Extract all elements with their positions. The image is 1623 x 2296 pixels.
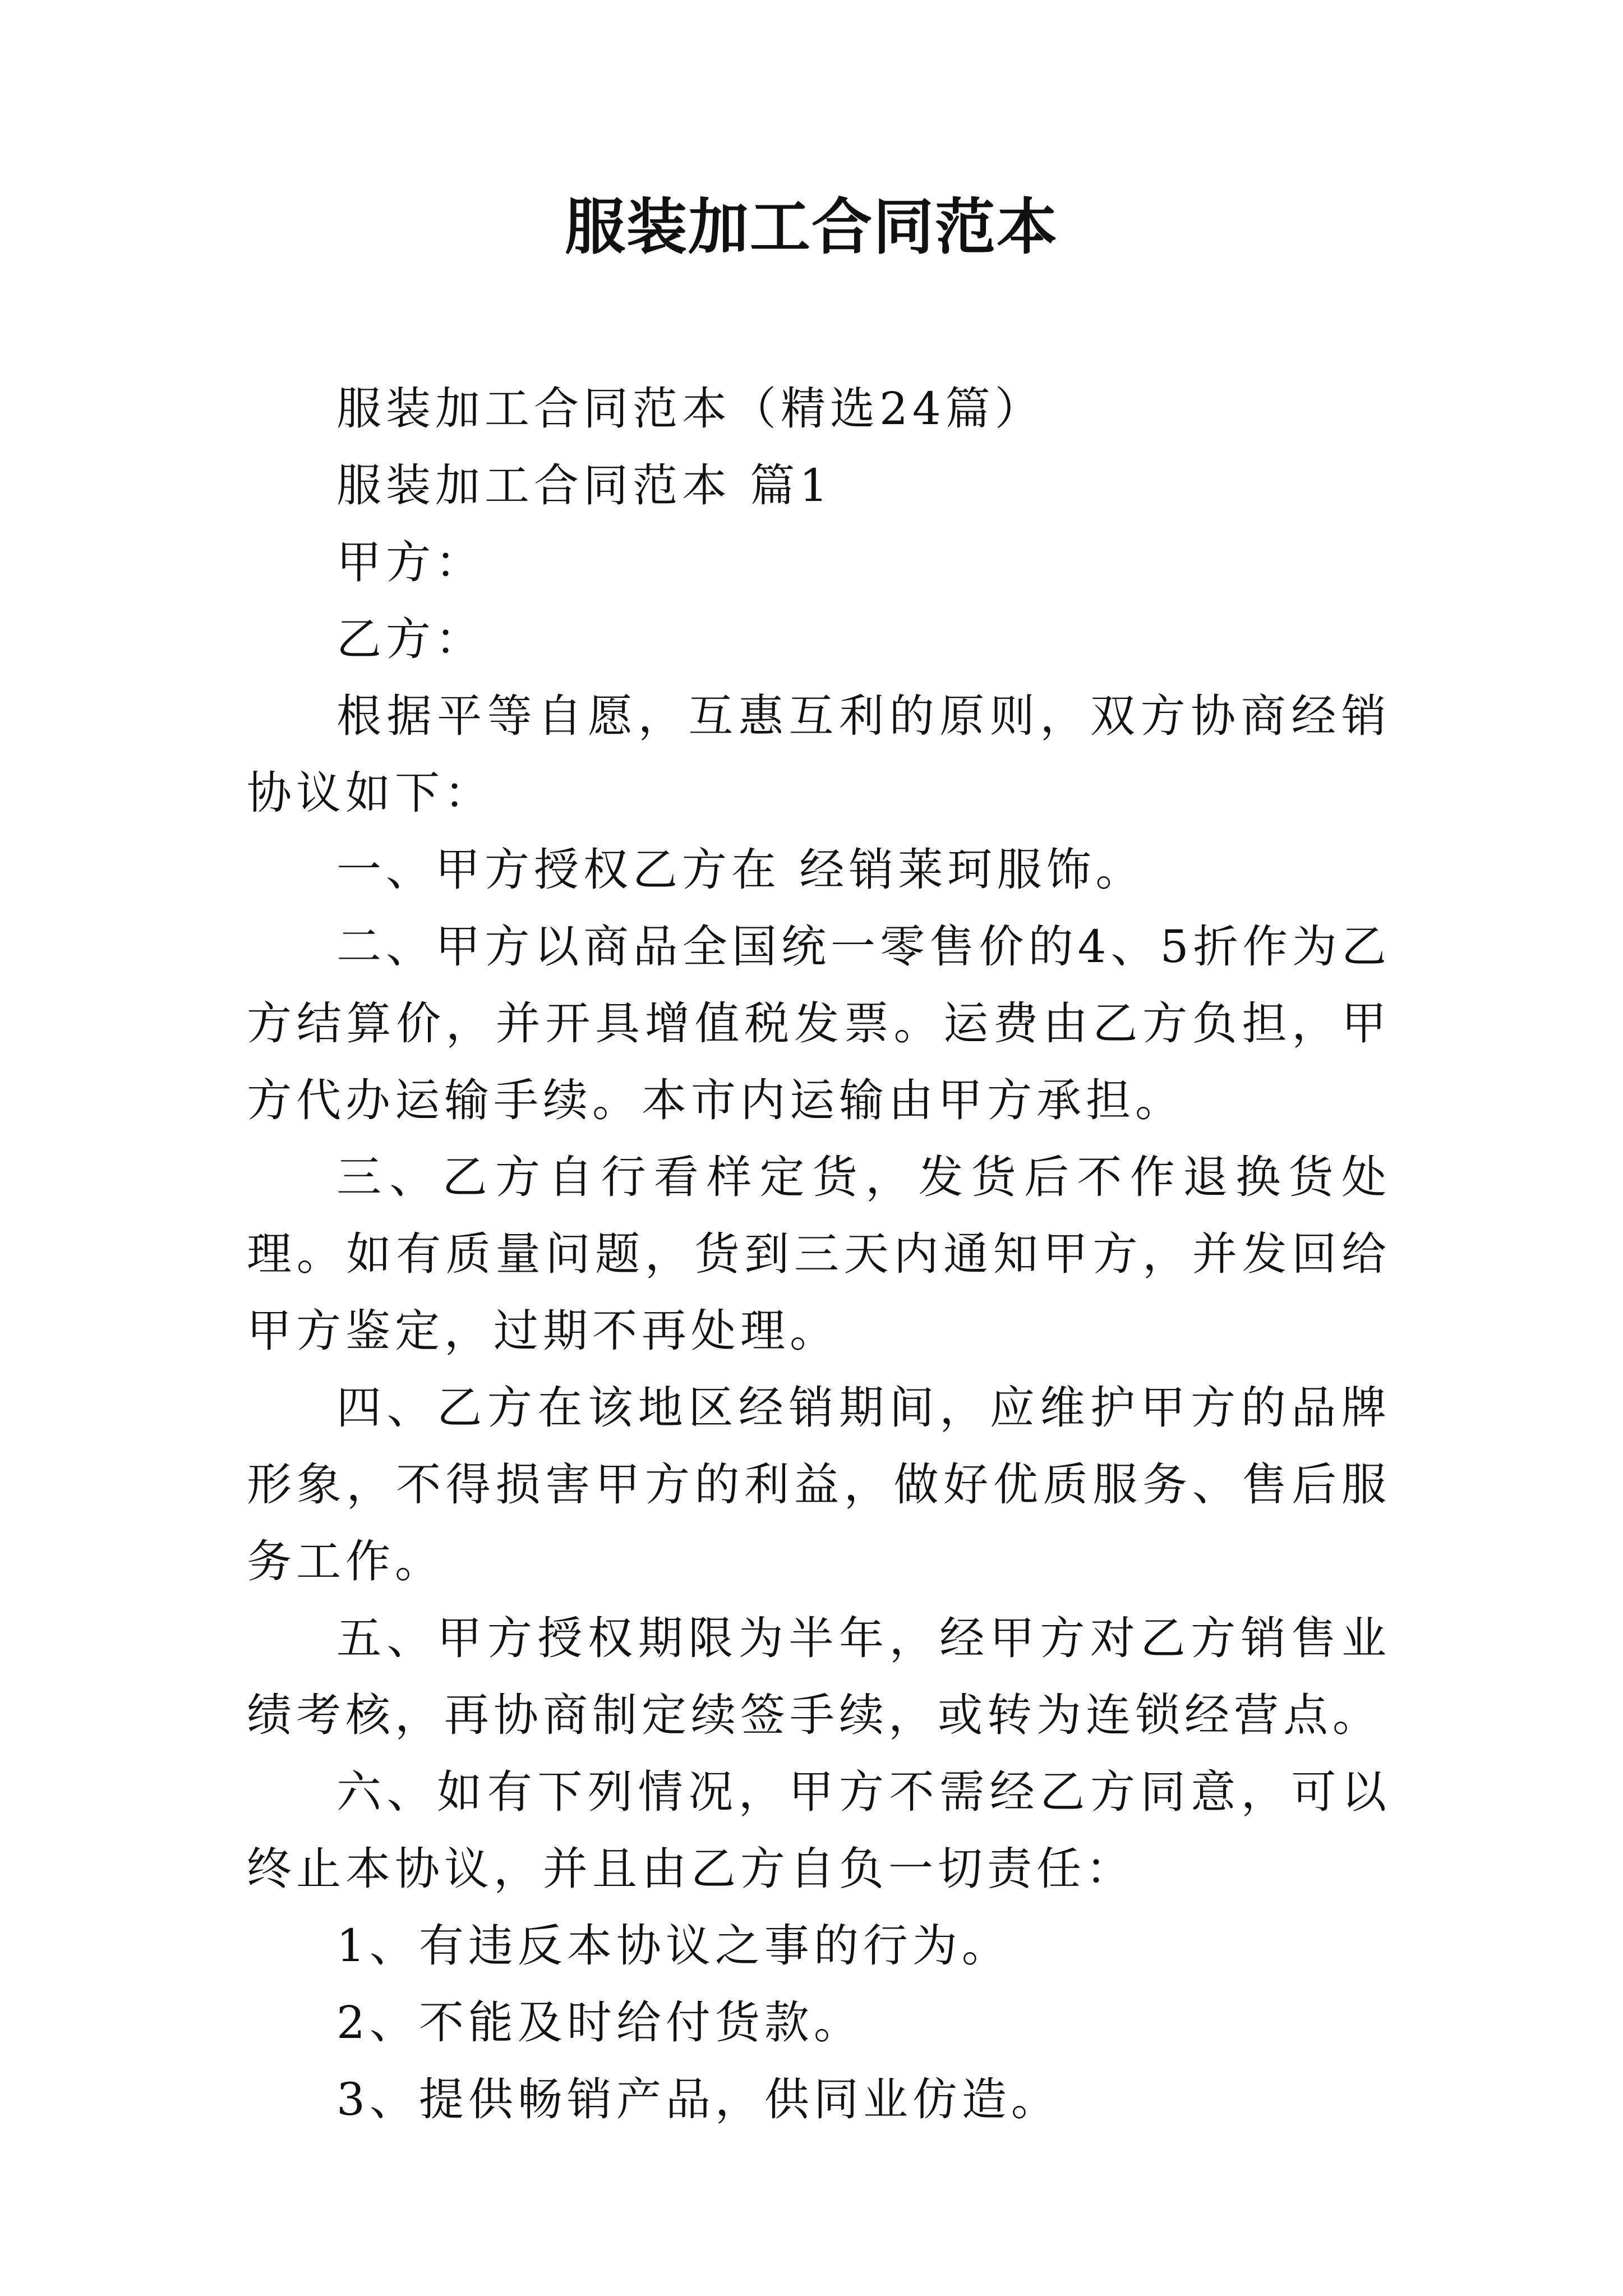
clause: 六、如有下列情况，甲方不需经乙方同意，可以终止本协议，并且由乙方自负一切责任： bbox=[247, 1766, 1391, 1895]
clause: 五、甲方授权期限为半年，经甲方对乙方销售业绩考核，再协商制定续签手续，或转为连锁经营点。 bbox=[247, 1612, 1391, 1741]
document-body bbox=[247, 370, 1391, 2138]
list-item: 2、不能及时给付货款。 bbox=[336, 1996, 863, 2049]
doc-subtitle: 服装加工合同范本（精选24篇） bbox=[336, 383, 1044, 435]
party-a-label: 甲方： bbox=[336, 536, 485, 588]
party-b-label: 乙方： bbox=[336, 613, 485, 665]
list-item: 3、提供畅销产品，供同业仿造。 bbox=[336, 2073, 1061, 2125]
section-heading: 服装加工合同范本 篇1 bbox=[336, 459, 833, 512]
clause: 三、乙方自行看样定货，发货后不作退换货处理。如有质量问题，货到三天内通知甲方，并发回给甲方鉴定，过期不再处理。 bbox=[247, 1151, 1391, 1357]
clause: 四、乙方在该地区经销期间，应维护甲方的品牌形象，不得损害甲方的利益，做好优质服务、售后服务工作。 bbox=[247, 1382, 1391, 1588]
list-item: 1、有违反本协议之事的行为。 bbox=[336, 1920, 1011, 1972]
document-title: 服装加工合同范本 bbox=[564, 192, 1058, 263]
clause: 二、甲方以商品全国统一零售价的4、5折作为乙方结算价，并开具增值税发票。运费由乙方负担，甲方代办运输手续。本市内运输由甲方承担。 bbox=[247, 921, 1391, 1126]
paragraph: 根据平等自愿，互惠互利的原则，双方协商经销协议如下： bbox=[247, 690, 1391, 819]
clause: 一、甲方授权乙方在 经销莱珂服饰。 bbox=[336, 844, 1145, 896]
